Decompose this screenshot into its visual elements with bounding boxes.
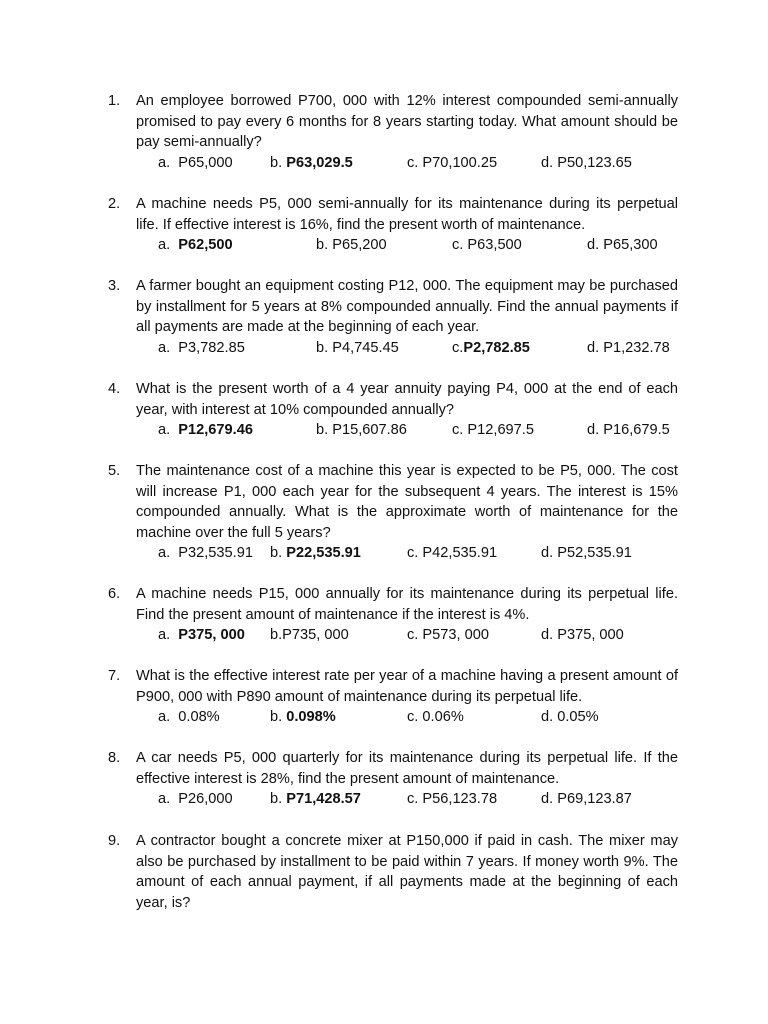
question-text: A machine needs P15, 000 annually for its maintenance during its perpetual life. Find the present amount of maintenance if the interest is 4%. [136, 586, 678, 623]
choice-b: b. P15,607.86 [316, 422, 407, 439]
choice-d: d. P50,123.65 [541, 154, 632, 171]
choice-a: a. P62,500 [158, 237, 233, 254]
choice-d: d. P16,679.5 [587, 422, 670, 439]
choice-c: c. P42,535.91 [407, 545, 498, 562]
question-text: A farmer bought an equipment costing P12, 000. The equipment may be purchased by installment for 5 years at 8% compounded annually. Find the annual payments if all payments are made at the beginning of each year. [136, 278, 678, 336]
question-number: 5. [108, 463, 121, 479]
question-6 [108, 584, 678, 646]
question-text: A car needs P5, 000 quarterly for its maintenance during its perpetual life. If the effective interest is 28%, find the present amount of maintenance. [136, 750, 678, 787]
choice-a: a. P3,782.85 [158, 339, 245, 356]
question-number: 6. [108, 586, 121, 602]
choice-a: a. P65,000 [158, 154, 233, 171]
choice-c: c. P573, 000 [407, 627, 489, 644]
choice-b: b. P4,745.45 [316, 339, 399, 356]
question-number: 7. [108, 668, 121, 684]
choice-d: d. 0.05% [541, 709, 599, 726]
question-text: A contractor bought a concrete mixer at P150,000 if paid in cash. The mixer may also be purchased by installment to be paid within 7 years. If money worth 9%. The amount of each annual payment, if all payments made at the beginning of each year, is? [136, 833, 678, 911]
choice-b: b. P71,428.57 [270, 791, 361, 808]
question-text: A machine needs P5, 000 semi-annually for its maintenance during its perpetual life. If effective interest is 16%, find the present worth of maintenance. [136, 196, 678, 233]
choice-c: c. P56,123.78 [407, 791, 498, 808]
question-4 [108, 379, 678, 441]
question-number: 4. [108, 381, 121, 397]
question-number: 1. [108, 93, 121, 109]
choice-c: c. P70,100.25 [407, 154, 498, 171]
question-number: 9. [108, 833, 121, 849]
question-text: The maintenance cost of a machine this year is expected to be P5, 000. The cost will increase P1, 000 each year for the subsequent 4 years. The interest is 15% compounded annually. What is the approximate worth of maintenance for the machine over the full 5 years? [136, 463, 678, 541]
choice-c: c. 0.06% [407, 709, 464, 726]
choice-d: d. P1,232.78 [587, 339, 670, 356]
choice-d: d. P65,300 [587, 237, 658, 254]
choice-b: b. P63,029.5 [270, 154, 353, 171]
answer-choices [108, 153, 678, 174]
choice-d: d. P52,535.91 [541, 545, 632, 562]
question-text: What is the present worth of a 4 year annuity paying P4, 000 at the end of each year, with interest at 10% compounded annually? [136, 381, 678, 418]
answer-choices [108, 543, 678, 564]
answer-choices [108, 707, 678, 728]
question-text: An employee borrowed P700, 000 with 12% interest compounded semi-annually promised to pay every 6 months for 8 years starting today. What amount should be pay semi-annually? [136, 93, 678, 151]
choice-b: b. P22,535.91 [270, 545, 361, 562]
answer-choices [108, 420, 678, 441]
choice-a: a. P32,535.91 [158, 545, 253, 562]
answer-choices [108, 338, 678, 359]
question-text: What is the effective interest rate per year of a machine having a present amount of P900, 000 with P890 amount of maintenance during its perpetual life. [136, 668, 678, 705]
question-5 [108, 461, 678, 564]
question-1 [108, 91, 678, 173]
choice-a: a. P375, 000 [158, 627, 245, 644]
choice-c: c.P2,782.85 [452, 339, 530, 356]
question-7 [108, 666, 678, 728]
question-2 [108, 194, 678, 256]
choice-a: a. P26,000 [158, 791, 233, 808]
question-9 [108, 831, 678, 913]
choice-c: c. P12,697.5 [452, 422, 534, 439]
choice-c: c. P63,500 [452, 237, 522, 254]
choice-b: b. P65,200 [316, 237, 387, 254]
question-number: 2. [108, 196, 121, 212]
answer-choices [108, 789, 678, 810]
answer-choices [108, 625, 678, 646]
choice-d: d. P69,123.87 [541, 791, 632, 808]
choice-b: b.P735, 000 [270, 627, 349, 644]
answer-choices [108, 235, 678, 256]
choice-a: a. 0.08% [158, 709, 220, 726]
choice-d: d. P375, 000 [541, 627, 624, 644]
question-3 [108, 276, 678, 358]
choice-b: b. 0.098% [270, 709, 336, 726]
question-number: 3. [108, 278, 121, 294]
question-number: 8. [108, 750, 121, 766]
choice-a: a. P12,679.46 [158, 422, 253, 439]
question-8 [108, 748, 678, 810]
